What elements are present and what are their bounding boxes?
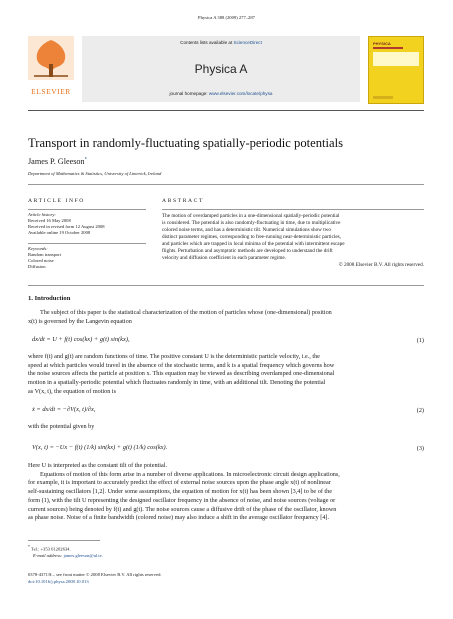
cover-stripe (373, 47, 403, 49)
elsevier-logo (28, 36, 74, 96)
author-name: James P. Gleeson (28, 157, 85, 166)
author-affiliation: Department of Mathematics & Statistics, University of Limerick, Ireland (28, 171, 162, 176)
keywords-block: Keywords: Random transport Colored noise Diffusion (28, 246, 148, 270)
author-line (28, 157, 87, 166)
doi-link[interactable]: doi:10.1016/j.physa.2008.10.013 (28, 579, 89, 584)
contents-line: Contents lists available at ScienceDirect (180, 40, 262, 45)
elsevier-tree-icon (28, 36, 74, 80)
keywords-rule (28, 243, 146, 244)
abstract-line: distinct parameter regimes, corresponding to free-running near-deterministic particles, (162, 234, 341, 240)
article-history: Article history: Received 16 May 2008 Received in revised form 12 August 2008 Available online 19 October 2008 (28, 212, 148, 236)
intro-paragraph-4: Here U is interpreted as the constant tilt of the potential. Equations of motion of this form arise in a number of diverse applications. In microelectronic circuit design applications, for example, it is important to accurately predict the effect of external noise sources upon the phase angle x(t) of nonlinear self-sustaining oscillators [1,2]. Under some assumptions, the equation of motion for x(t) has been shown [3,4] to be of the form (1), with the tilt U representing the designed oscillator frequency in the absence of noise, and noise sources (voltage or current sources) being denoted by f(t) and g(t). The noise sources cause a diffusive drift of the phase of the oscillator, known as phase noise. Noise of a finite bandwidth (colored noise) may also induce a shift in the average oscillator frequency [4]. (28, 462, 340, 522)
cover-footer-bar (373, 96, 393, 99)
article-info-heading: ARTICLE INFO (28, 198, 85, 204)
journal-homepage-link[interactable]: www.elsevier.com/locate/physa (208, 91, 273, 96)
author-email-link[interactable]: james.gleeson@ul.ie. (63, 552, 103, 558)
abstract-line: colored noise terms, and has a deterministic tilt. Numerical simulations show two (162, 227, 331, 233)
journal-reference: Physica A 388 (2009) 277–287 (198, 15, 255, 20)
article-info-rule (28, 209, 146, 210)
abstract-line: velocity and diffusion coefficient in each parameter regime. (162, 255, 286, 261)
journal-banner (82, 36, 360, 102)
equation-3-body: V(x, t) = −Ux − f(t) (1/k) sin(kx) + g(t) (1/k) cos(kx). (32, 444, 168, 451)
sciencedirect-link[interactable]: ScienceDirect (233, 40, 262, 45)
masthead-rule (28, 110, 424, 111)
history-received: Received 16 May 2008 (28, 218, 71, 223)
intro-paragraph-3: with the potential given by (28, 423, 95, 430)
equation-2-number: (2) (416, 407, 424, 414)
footnote (28, 544, 103, 559)
abstract-line: is considered. The potential is also randomly-fluctuating in time, due to multiplicative (162, 220, 341, 226)
journal-name: Physica A (194, 62, 248, 76)
elsevier-wordmark: ELSEVIER (31, 87, 71, 96)
intro-paragraph-1: The subject of this paper is the statistical characterization of the motion of particles whose (one-dimensional) position x(t) is governed by the Langevin equation (28, 309, 332, 325)
abstract-line: and particles which are trapped in local minima of the potential with intermittent escape (162, 241, 345, 247)
journal-cover-thumbnail (368, 36, 424, 104)
history-online: Available online 19 October 2008 (28, 230, 91, 235)
front-matter-rule (28, 285, 424, 286)
footnote-rule (28, 540, 100, 541)
abstract-copyright: © 2008 Elsevier B.V. All rights reserved. (338, 262, 424, 268)
section-heading: 1. Introduction (28, 295, 71, 302)
keyword-item: Random transport (28, 252, 62, 257)
abstract-body (162, 213, 424, 269)
article-title: Transport in randomly-fluctuating spatially-periodic potentials (28, 136, 344, 150)
abstract-rule (162, 209, 424, 210)
history-revised: Received in revised form 12 August 2008 (28, 224, 105, 229)
footnote-mark: * (28, 545, 30, 549)
intro-paragraph-2: where f(t) and g(t) are random functions of time. The positive constant U is the deterministic particle velocity, i.e., the speed at which particles would travel in the absence of the stochastic terms, and k is a spatial frequency which governs how the noise sources affects the particle at position x. This equation may be viewed as describing overdamped one-dimensional motion in a spatially-periodic potential which fluctuates randomly in time, with an additional tilt. Denoting the potential as V(x, t), the equation of motion is (28, 353, 335, 395)
abstract-heading: ABSTRACT (162, 198, 205, 204)
equation-3-number: (3) (416, 445, 424, 452)
equation-2-body: ẋ = dx/dt = −∂V(x, t)/∂x, (32, 406, 96, 413)
abstract-line: flights. Perturbation and asymptotic methods are developed to understand the drift (162, 248, 333, 254)
homepage-line: journal homepage: www.elsevier.com/locate/physa (169, 91, 273, 96)
equation-1-body: dx/dt = U + f(t) cos(kx) + g(t) sin(kx), (32, 336, 130, 343)
cover-title: PHYSICA (373, 41, 391, 46)
abstract-line: The motion of overdamped particles in a one-dimensional spatially-periodic potential (162, 213, 340, 219)
equation-2 (28, 402, 424, 420)
equation-3 (28, 440, 424, 458)
issn-line: 0378-4371/$ – see front matter © 2008 Elsevier B.V. All rights reserved. (28, 572, 162, 577)
keyword-item: Colored noise (28, 258, 54, 263)
footnote-tel: * Tel.: +353 61202634. (28, 545, 71, 552)
affiliation-rule (28, 184, 424, 185)
equation-1 (28, 333, 424, 351)
author-footnote-mark[interactable]: * (84, 157, 88, 163)
cover-text-block (373, 52, 419, 66)
equation-1-number: (1) (416, 337, 424, 344)
keyword-item: Diffusion (28, 264, 46, 269)
footnote-email: E-mail address: james.gleeson@ul.ie. (33, 552, 103, 558)
